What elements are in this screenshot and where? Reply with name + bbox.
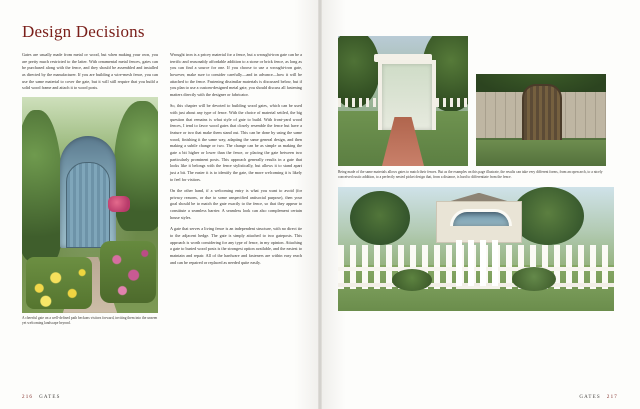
book-gutter — [318, 0, 322, 409]
body-paragraph: Gates are usually made from metal or wood, but when making your own, you are pretty much restricted to the latter. With ornamental metal fences, gates can be purchased along with the fence, and they should be assembled and installed as directed by the manufacturer. If you are building a wire-mesh fence, you can use the same material to cover the gate, but it will still require that you build a solid wood frame and attach it to wood posts. — [22, 52, 158, 91]
stone-wall-wood-gate-photo — [476, 74, 606, 166]
section-name: GATES — [579, 395, 601, 400]
garden-gate-photo — [22, 97, 158, 313]
left-page-columns — [22, 52, 302, 327]
right-page-caption: Being made of the same materials allows gates to match their fences. But as the examples on this page illustrate, the results can take very different forms, from an open arch, to a nicely conceived rustic addition, to a perfectly nested picket design that, from a distance, is hard to differentiate from the fence. — [338, 170, 603, 180]
column-one — [22, 52, 158, 327]
body-paragraph: A gate that serves a living fence is an independent structure, with no direct tie to the adjacent hedge. The gate is simply attached to two gateposts. This approach is worth considering for any type of fence, in my opinion. Attaching a gate to buried wood posts is the strongest option available, and the easiest to maintain and repair. All of the hardware and fasteners are within easy reach and can be repaired or replaced as needed quite easily. — [170, 226, 302, 265]
section-name: GATES — [39, 395, 61, 400]
folio-right — [579, 395, 618, 400]
page-title: Design Decisions — [22, 22, 145, 41]
white-picket-fence-gate-photo — [338, 187, 614, 311]
page-number: 216 — [22, 395, 34, 400]
page-number: 217 — [606, 395, 618, 400]
column-two — [170, 52, 302, 327]
body-paragraph: So, this chapter will be devoted to building wood gates, which can be used with just about any type of fence. With the choice of material settled, the big question that remains is what style of gate to build. With front-yard wood fences, I tend to favor wood gates that closely resemble the fence but have a feature or two that make them stand out. This can be done by using the same wood, finishing it the same way, adapting the same general design, and then making a subtle change or two. The change can be as simple as making the gate a bit higher or lower than the fence, or placing the gate between two particularly prominent posts. This approach generally results in a gate that looks like it belongs with the fence stylistically, but allows it to stand apart just a bit. The easier it is to identify the gate, the more welcoming it is likely to feel for visitors. — [170, 103, 302, 182]
body-paragraph: On the other hand, if a welcoming entry is what you want to avoid (for privacy reasons, or due to some unspecified antisocial purpose), then your goal should be to match the gate exactly to the fence, so that they appear to constitute a seamless barrier. A seamless look can also complement certain house styles. — [170, 188, 302, 220]
body-paragraph: Wrought iron is a pricey material for a fence, but a wrought-iron gate can be a terrific and reasonably affordable addition to a stone or brick fence, as long as you can find a source for one. If you choose to use a wrought-iron gate, however, make sure to consider carefully—and in advance—how it will be attached to the fence. Fastening dissimilar materials is discussed below, but if you plan to use a custom-designed metal gate, you should discuss all fastening matters directly with the designer or fabricator. — [170, 52, 302, 97]
white-arbor-gate-photo — [338, 36, 468, 166]
folio-left — [22, 395, 61, 400]
garden-gate-caption: A cheerful gate on a well-defined path beckons visitors forward, inviting them into the unseen yet welcoming landscape beyond. — [22, 315, 158, 326]
right-page — [320, 0, 640, 409]
